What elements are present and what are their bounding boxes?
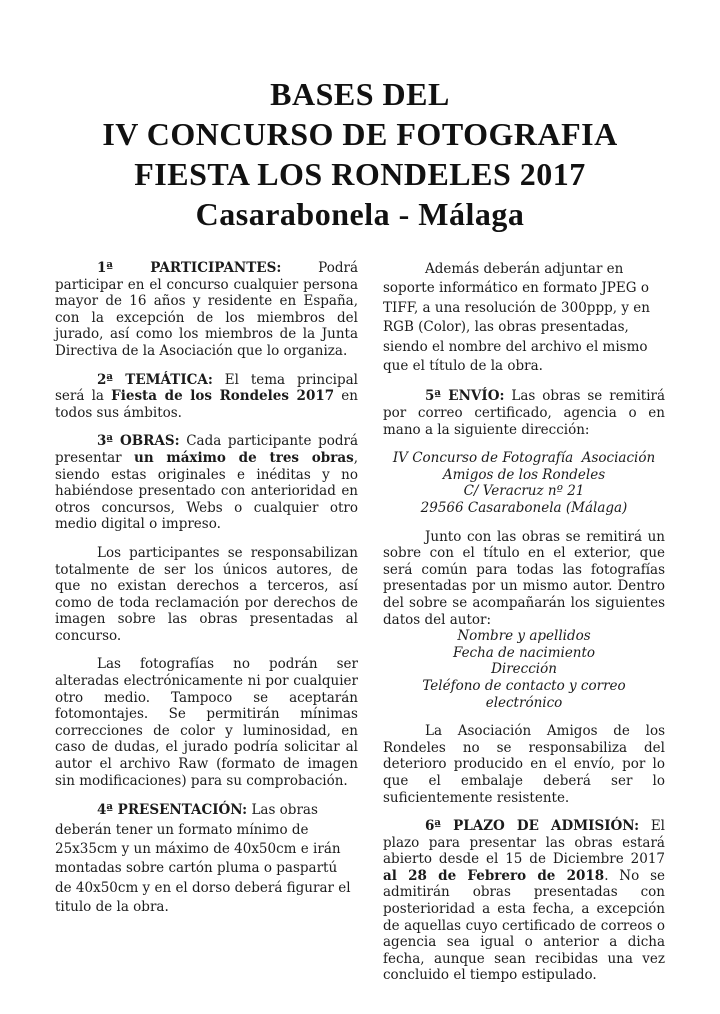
address-line-4: 29566 Casarabonela (Málaga) <box>420 500 628 516</box>
author-data-line-3: Dirección <box>491 661 557 678</box>
author-data-list <box>383 628 665 711</box>
bold-phrase-fecha-limite: al 28 de Febrero de 2018 <box>383 867 605 884</box>
paragraph-text: Podrá participar en el concurso cualquier persona mayor de 16 años y residente en España, con la excepción de los miembros del jurado, así como los miembros de la Junta Directiva de la Asociación que lo organiza. <box>55 260 358 359</box>
bold-phrase-maximo-tres-obras: un máximo de tres obras <box>134 449 354 466</box>
paragraph-text: Las obras deberán tener un formato mínimo de 25x35cm y un máximo de 40x50cm e irán montadas sobre cartón pluma o paspartú de 40x50cm y en el dorso deberá figurar el titulo de la obra. <box>55 802 351 916</box>
section-heading-tematica: 2ª TEMÁTICA: <box>97 371 213 388</box>
author-data-line-1: Nombre y apellidos <box>457 628 591 645</box>
address-line-1: IV Concurso de Fotografía Asociación <box>392 450 656 467</box>
section-heading-participantes: 1ª PARTICIPANTES: <box>97 260 282 276</box>
paragraph-text: Los participantes se responsabilizan totalmente de ser los únicos autores, de que no existan derechos a terceros, así como de toda reclamación por derechos de imagen sobre las obras presentadas al concurso. <box>55 544 358 644</box>
section-heading-obras: 3ª OBRAS: <box>97 433 180 450</box>
paragraph-deterioro <box>383 723 665 806</box>
paragraph-responsabilidad <box>55 545 358 645</box>
paragraph-envio <box>383 388 665 438</box>
paragraph-soporte-informatico <box>383 260 665 376</box>
paragraph-participantes <box>55 260 358 360</box>
paragraph-text: en todos sus ámbitos. <box>55 388 358 421</box>
section-heading-presentacion: 4ª PRESENTACIÓN: <box>97 802 248 819</box>
document-title <box>0 0 720 234</box>
paragraph-text: Cada participante podrá presentar <box>55 433 358 466</box>
right-column <box>383 260 665 996</box>
paragraph-presentacion <box>55 801 358 917</box>
paragraph-text: . No se admitirán obras presentadas con posterioridad a esta fecha, a excepción de aquellas cuyo certificado de correos o agencia sea igual o anterior a dicha fecha, aunque sean recibidas una vez concluido el tiempo estipulado. <box>383 867 665 984</box>
paragraph-obras <box>55 433 358 533</box>
left-column <box>55 260 358 996</box>
paragraph-sobre <box>383 529 665 629</box>
paragraph-text: La Asociación Amigos de los Rondeles no se responsabiliza del deterioro producido en el envío, por lo que el embalaje deberá ser lo suficientemente resistente. <box>383 723 665 806</box>
author-data-line-4: Teléfono de contacto y correo electrónico <box>422 677 630 711</box>
paragraph-text: Además deberán adjuntar en soporte informático en formato JPEG o TIFF, a una resolución de 300ppp, y en RGB (Color), las obras presentadas, siendo el nombre del archivo el mismo que el título de la obra. <box>383 261 650 375</box>
title-line-4: Casarabonela - Málaga <box>195 196 525 232</box>
address-line-2: Amigos de los Rondeles <box>442 466 606 483</box>
paragraph-plazo-admision <box>383 818 665 984</box>
title-line-2: IV CONCURSO DE FOTOGRAFIA <box>102 116 618 152</box>
section-heading-envio: 5ª ENVÍO: <box>425 388 505 405</box>
paragraph-text: Las fotografías no podrán ser alteradas electrónicamente ni por cualquier otro medio. Tampoco se aceptarán fotomontajes. Se permitirán mínimas correcciones de color y luminosidad, en caso de dudas, el jurado podría solicitar al autor el archivo Raw (formato de imagen sin modificaciones) para su comprobación. <box>55 656 358 789</box>
author-data-line-2: Fecha de nacimiento <box>452 644 596 661</box>
address-line-3: C/ Veracruz nº 21 <box>463 483 585 500</box>
bold-phrase-fiesta: Fiesta de los Rondeles 2017 <box>111 388 335 405</box>
paragraph-text: Las obras se remitirá por correo certificado, agencia o en mano a la siguiente dirección: <box>383 388 666 438</box>
paragraph-text: El tema principal será la <box>55 371 358 405</box>
section-heading-plazo: 6ª PLAZO DE ADMISIÓN: <box>425 818 640 835</box>
paragraph-text: El plazo para presentar las obras estará abierto desde el 15 de Diciembre 2017 <box>383 818 665 868</box>
document-body <box>0 260 720 996</box>
title-line-1: BASES DEL <box>270 76 450 112</box>
paragraph-tematica <box>55 372 358 422</box>
mailing-address <box>383 450 665 516</box>
title-line-3: FIESTA LOS RONDELES 2017 <box>134 156 586 192</box>
paragraph-text: Junto con las obras se remitirá un sobre con el título en el exterior, que será común para todas las fotografías presentadas por un mismo autor. Dentro del sobre se acompañarán los siguientes datos del autor: <box>383 528 665 628</box>
paragraph-alteraciones <box>55 656 358 789</box>
paragraph-text: , siendo estas originales e inéditas y no habiéndose presentado con anterioridad en otros concursos, Webs o cualquier otro medio digital o impreso. <box>55 449 358 533</box>
